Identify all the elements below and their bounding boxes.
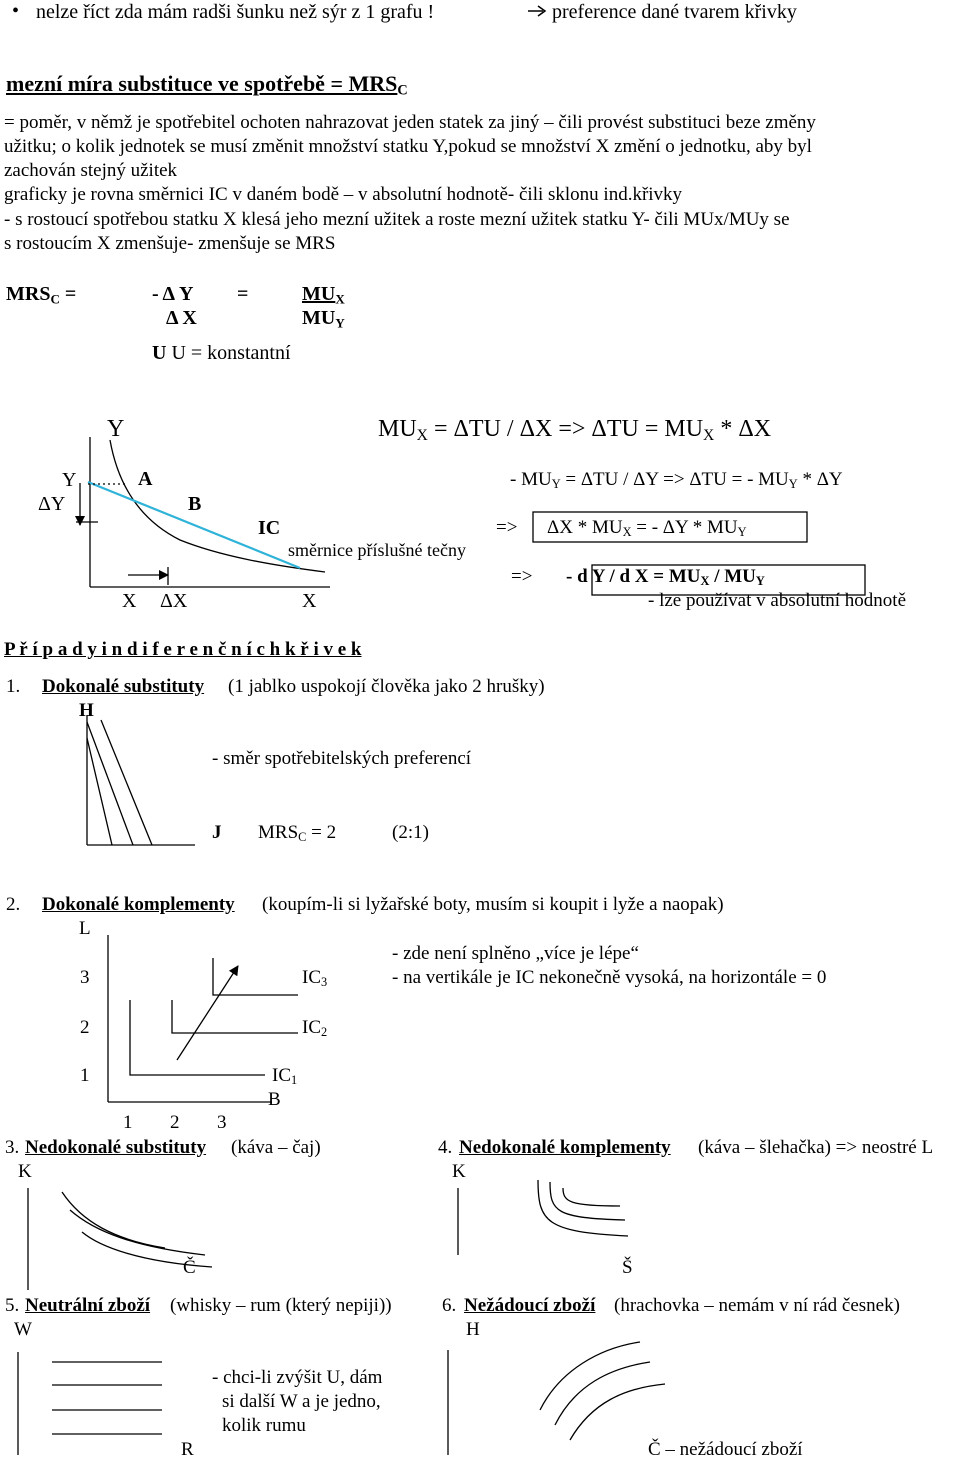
case5-note-1: - chci-li zvýšit U, dám bbox=[212, 1367, 383, 1388]
case5-graph bbox=[18, 1352, 162, 1455]
graphic-note: graficky je rovna směrnici IC v daném bodě – v absolutní hodnotě- čili sklonu ind.křivky bbox=[4, 184, 683, 205]
graph1-y-axis-label: Y bbox=[107, 416, 125, 442]
case1-graph bbox=[87, 715, 195, 845]
case2-x-tick-3: 3 bbox=[217, 1112, 227, 1133]
case5-note-3: kolik rumu bbox=[222, 1415, 306, 1436]
formula-mu-numerator: $MU_X$ bbox=[302, 283, 345, 307]
case2-title: Dokonalé komplementy bbox=[42, 894, 235, 915]
case2-ic1: $IC_1$ bbox=[272, 1065, 298, 1088]
case2-x-label: B bbox=[268, 1089, 281, 1110]
graph1-x-tick: X bbox=[122, 590, 137, 612]
case3-x-label: Č bbox=[183, 1257, 196, 1278]
formula-mu-denominator: $MU_Y$ bbox=[302, 307, 345, 331]
case1-number: 1. bbox=[6, 676, 21, 697]
formula-numerator: - Δ Y bbox=[152, 283, 194, 305]
graph1-y-tick: Y bbox=[62, 469, 77, 491]
case4-number: 4. bbox=[438, 1137, 453, 1158]
case2-y-label: L bbox=[79, 918, 91, 939]
case5-note-2: si další W a je jedno, bbox=[222, 1391, 381, 1412]
utility-constant: U U = konstantní bbox=[152, 342, 291, 364]
case2-ic3: $IC_3$ bbox=[302, 967, 328, 990]
graph1-ic-label: IC bbox=[258, 517, 281, 539]
case4-description: (káva – šlehačka) => neostré L bbox=[698, 1137, 934, 1158]
right-arrow-icon bbox=[528, 6, 545, 16]
cases-heading: P ř í p a d y i n d i f e r e n č n í c h k ř i v e k bbox=[4, 639, 362, 660]
formula-equals: = bbox=[237, 283, 249, 305]
equation-boxed-2: - d Y / d $X = MU_X / MU_Y$ bbox=[566, 566, 765, 589]
bullet-icon: • bbox=[12, 0, 20, 22]
case2-note-1: - zde není splněno „více je lépe“ bbox=[392, 943, 639, 964]
definition-line-2: užitku; o kolik jednotek se musí změnit množství statku Y,pokud se množství X změní o jednotku, aby byl bbox=[4, 136, 812, 157]
case4-graph bbox=[458, 1180, 628, 1255]
case6-y-label: H bbox=[466, 1319, 480, 1340]
equation-muy: - $MU_Y = \Delta TU / \Delta Y => \Delta TU$ = - $MU_Y$ * ΔY bbox=[510, 469, 843, 492]
case6-x-label: Č – nežádoucí zboží bbox=[648, 1439, 803, 1460]
definition-line-1: = poměr, v němž je spotřebitel ochoten nahrazovat jeden statek za jiný – čili provést substituci beze změny bbox=[4, 112, 816, 133]
marginal-utility-line-1: - s rostoucí spotřebou statku X klesá jeho mezní užitek a roste mezní užitek statku Y- čili MUx/MUy se bbox=[4, 209, 790, 230]
graph1-delta-y: ΔY bbox=[38, 493, 66, 515]
graph1-tangent-label: směrnice příslušné tečny bbox=[288, 540, 466, 560]
case4-x-label: Š bbox=[622, 1257, 633, 1278]
case1-description: (1 jablko uspokojí člověka jako 2 hrušky) bbox=[228, 676, 545, 697]
equation-boxed-1: ΔX * $MU_X$ = - ΔY * $MU_Y$ bbox=[547, 517, 747, 540]
case2-y-tick-3: 3 bbox=[80, 967, 90, 988]
case1-ratio: (2:1) bbox=[392, 822, 429, 843]
case4-y-label: K bbox=[452, 1161, 466, 1182]
case5-x-label: R bbox=[181, 1439, 194, 1460]
case2-description: (koupím-li si lyžařské boty, musím si koupit i lyže a naopak) bbox=[262, 894, 724, 915]
case5-title: Neutrální zboží bbox=[25, 1295, 151, 1316]
case6-description: (hrachovka – nemám v ní rád česnek) bbox=[614, 1295, 900, 1316]
case6-number: 6. bbox=[442, 1295, 457, 1316]
case1-preference-note: - směr spotřebitelských preferencí bbox=[212, 748, 472, 769]
formula-denominator: Δ X bbox=[166, 307, 197, 329]
case6-title: Nežádoucí zboží bbox=[464, 1295, 596, 1316]
case3-description: (káva – čaj) bbox=[231, 1137, 321, 1158]
case5-description: (whisky – rum (který nepiji)) bbox=[170, 1295, 392, 1316]
case2-x-tick-2: 2 bbox=[170, 1112, 180, 1133]
graph1-point-a: A bbox=[138, 468, 153, 490]
case3-number: 3. bbox=[5, 1137, 20, 1158]
case3-title: Nedokonalé substituty bbox=[25, 1137, 207, 1158]
case1-title: Dokonalé substituty bbox=[42, 676, 205, 697]
top-note-left: nelze říct zda mám radši šunku než sýr z 1 grafu ! bbox=[36, 1, 435, 23]
marginal-utility-line-2: s rostoucím X zmenšuje- zmenšuje se MRS bbox=[4, 233, 336, 254]
case2-y-tick-2: 2 bbox=[80, 1017, 90, 1038]
mrs-heading: mezní míra substituce ve spotřebě = $MRS_C$ bbox=[6, 71, 408, 99]
case3-y-label: K bbox=[18, 1161, 32, 1182]
case2-number: 2. bbox=[6, 894, 21, 915]
case5-y-label: W bbox=[14, 1319, 32, 1340]
definition-line-3: zachován stejný užitek bbox=[4, 160, 178, 181]
case5-number: 5. bbox=[5, 1295, 20, 1316]
graph1-x-axis-label: X bbox=[302, 590, 317, 612]
case1-y-label: H bbox=[79, 700, 94, 721]
case1-mrs: $MRS_C = 2$ bbox=[258, 822, 337, 845]
case2-x-tick-1: 1 bbox=[123, 1112, 133, 1133]
equation-arrow-3: => bbox=[496, 517, 518, 538]
case2-note-2: - na vertikále je IC nekonečně vysoká, na horizontále = 0 bbox=[392, 967, 827, 988]
case1-x-label: J bbox=[212, 822, 222, 843]
case2-y-tick-1: 1 bbox=[80, 1065, 90, 1086]
top-note-right: preference dané tvarem křivky bbox=[552, 1, 797, 23]
case2-graph bbox=[108, 935, 298, 1102]
graph1-point-b: B bbox=[188, 493, 202, 515]
graph1-delta-x: ΔX bbox=[160, 590, 188, 612]
case4-title: Nedokonalé komplementy bbox=[459, 1137, 671, 1158]
equation-mux: $MU_X = \Delta TU / \Delta X => \Delta TU = MU_X * \Delta X$ bbox=[378, 416, 772, 444]
case2-ic2: $IC_2$ bbox=[302, 1017, 328, 1040]
absolute-value-note: - lze používat v absolutní hodnotě bbox=[648, 590, 907, 611]
case6-graph bbox=[448, 1342, 665, 1455]
formula-lhs: $MRS_C$ = bbox=[6, 283, 77, 307]
equation-arrow-4: => bbox=[511, 566, 533, 587]
